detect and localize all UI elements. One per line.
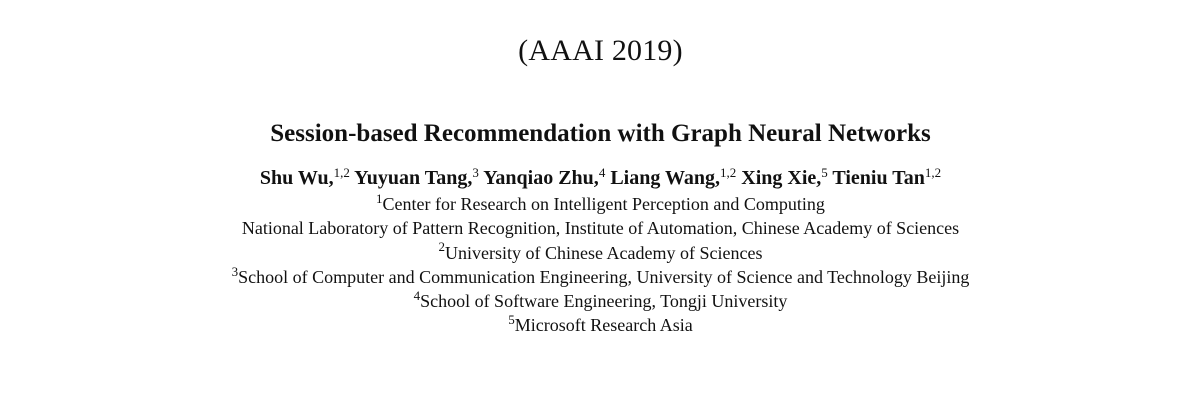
- affiliation-mark: 3: [231, 263, 239, 279]
- affiliation: [0, 289, 1201, 313]
- author-name: Tieniu Tan: [832, 167, 925, 189]
- affiliation-text: School of Software Engineering, Tongji University: [420, 291, 788, 312]
- affiliation-text: National Laboratory of Pattern Recognition, Institute of Automation, Chinese Academy of Sciences: [241, 218, 960, 239]
- author-affiliation-mark: 5: [821, 164, 828, 180]
- affiliation: [0, 313, 1201, 337]
- affiliation: [0, 241, 1201, 265]
- author: [354, 164, 479, 189]
- affiliation: [0, 265, 1201, 289]
- author-affiliation-mark: 1,2: [720, 164, 737, 180]
- author-affiliation-mark: 1,2: [333, 164, 350, 180]
- affiliation-text: University of Chinese Academy of Sciences: [445, 242, 763, 263]
- venue-label: (AAAI 2019): [518, 34, 683, 67]
- affiliation-text: School of Computer and Communication Engineering, University of Science and Technology Beijing: [238, 266, 970, 287]
- affiliation-text: Center for Research on Intelligent Perception and Computing: [382, 194, 825, 214]
- author: [610, 164, 737, 189]
- author-name: Xing Xie,: [741, 167, 822, 189]
- author-affiliation-mark: 1,2: [924, 164, 942, 180]
- affiliation-mark: 5: [508, 312, 515, 328]
- author: [741, 164, 828, 189]
- affiliation-list: [0, 192, 1201, 338]
- affiliation: [0, 192, 1201, 216]
- author-name: Yuyuan Tang,: [354, 167, 473, 189]
- author-affiliation-mark: 4: [598, 164, 606, 180]
- author: [483, 164, 606, 189]
- affiliation-mark: 1: [376, 190, 383, 206]
- author-name: Liang Wang,: [610, 167, 720, 189]
- author: [832, 164, 942, 189]
- author-name: Shu Wu,: [259, 167, 334, 189]
- author-affiliation-mark: 3: [472, 164, 479, 180]
- affiliation: [0, 216, 1201, 240]
- author-list: [0, 164, 1201, 192]
- affiliation-mark: 2: [438, 239, 446, 255]
- paper-title: Session-based Recommendation with Graph Neural Networks: [270, 120, 931, 147]
- affiliation-text: Microsoft Research Asia: [514, 315, 693, 336]
- author-name: Yanqiao Zhu,: [483, 167, 599, 189]
- author: [259, 164, 350, 189]
- affiliation-mark: 4: [413, 288, 421, 304]
